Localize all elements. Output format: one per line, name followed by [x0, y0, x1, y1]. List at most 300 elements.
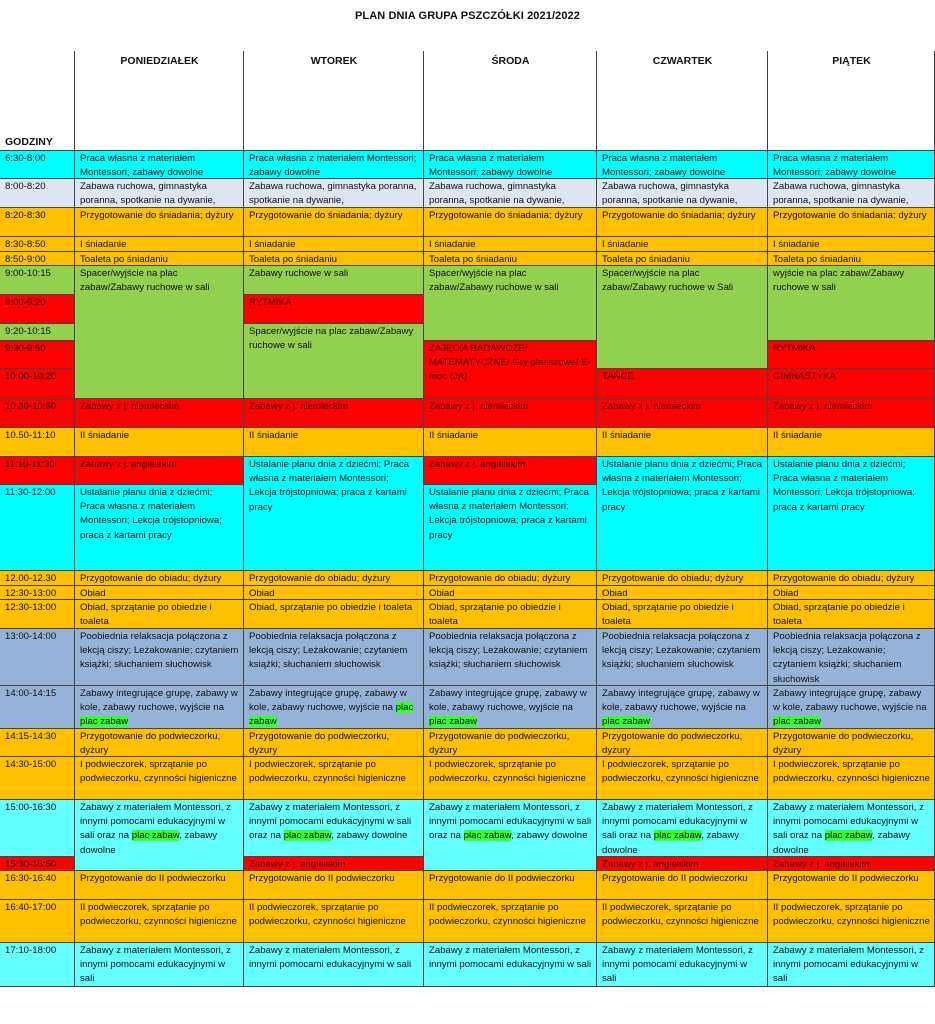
activity-cell	[244, 252, 424, 266]
time-cell-text: 14:15-14:30	[5, 731, 57, 742]
activity-cell-text: Zabawy z materiałem Montessori, z innymi pomocami edukacyjnymi w sali oraz na	[773, 802, 924, 842]
activity-cell-text: Praca własna z materiałem Montessori; zabawy dowolne	[80, 153, 204, 179]
time-cell	[0, 295, 75, 324]
time-cell	[0, 324, 75, 341]
activity-cell-text: Ustalanie planu dnia z dziećmi; Praca własna z materiałem Montessori; Lekcja trójstopniowa; praca z kartami pracy	[773, 459, 915, 513]
activity-cell	[768, 586, 935, 600]
time-cell-text: 9:00-9:20	[5, 297, 46, 308]
activity-cell-text: Przygotowanie do śniadania; dyżury	[249, 210, 403, 221]
activity-cell	[75, 600, 244, 629]
time-cell-text: 17:10-18:00	[5, 945, 57, 956]
activity-cell	[244, 857, 424, 871]
activity-cell	[597, 428, 768, 457]
activity-cell-text: II śniadanie	[773, 430, 823, 441]
time-cell	[0, 943, 75, 987]
activity-cell	[424, 757, 597, 800]
activity-cell-text: Obiad, sprzątanie po obiedzie i toaleta	[429, 602, 561, 628]
activity-cell	[597, 686, 768, 729]
day-header-3	[597, 51, 768, 151]
time-cell	[0, 341, 75, 369]
activity-cell	[75, 252, 244, 266]
activity-cell	[75, 399, 244, 428]
activity-cell	[424, 686, 597, 729]
activity-cell-text: Spacer/wyjście na plac zabaw/Zabawy ruchowe w Sali	[602, 268, 734, 294]
activity-cell-text: Poobiednia relaksacja połączona z lekcją ciszy; Leżakowanie; czytaniem książki; słuchaniem słuchowisk	[773, 631, 921, 685]
activity-cell-text: Przygotowanie do śniadania; dyżury	[602, 210, 756, 221]
activity-cell	[768, 571, 935, 586]
activity-cell	[244, 900, 424, 943]
activity-cell-text: Zabawy z j. niemieckim	[429, 401, 529, 412]
activity-cell	[597, 900, 768, 943]
activity-cell	[424, 586, 597, 600]
activity-cell-tail: , zabawy dowolne	[511, 830, 588, 842]
activity-cell-text: Przygotowanie do II podwieczorku	[249, 873, 395, 884]
day-header-2-text: ŚRODA	[491, 55, 530, 67]
activity-cell-text: Obiad, sprzątanie po obiedzie i toaleta	[80, 602, 212, 628]
activity-cell-text: I śniadanie	[773, 239, 820, 250]
activity-cell	[244, 237, 424, 252]
activity-cell-text: Poobiednia relaksacja połączona z lekcją ciszy; Leżakowanie; czytaniem książki; słuchaniem słuchowisk	[249, 631, 408, 671]
activity-cell-text: Obiad	[429, 588, 455, 599]
activity-cell-text: Spacer/wyjście na plac zabaw/Zabawy ruchowe w sali	[80, 268, 210, 294]
activity-cell-text: Przygotowanie do II podwieczorku	[429, 873, 575, 884]
activity-cell-text: Obiad, sprzątanie po obiedzie i toaleta	[249, 602, 413, 613]
time-cell	[0, 571, 75, 586]
activity-cell	[768, 943, 935, 987]
activity-cell-text: Przygotowanie do podwieczorku, dyżury	[429, 731, 570, 757]
activity-cell-text: Przygotowanie do obiadu; dyżury	[249, 573, 391, 584]
activity-cell-text: Zabawy z materiałem Montessori, z innymi pomocami edukacyjnymi w sali	[429, 945, 592, 971]
activity-cell-text: Zabawy z materiałem Montessori, z innymi pomocami edukacyjnymi w sali oraz na	[429, 802, 592, 842]
activity-cell-text: Toaleta po śniadaniu	[429, 254, 518, 265]
time-cell	[0, 586, 75, 600]
time-cell-text: 9:20-10:15	[5, 326, 51, 337]
activity-cell-text: Praca własna z materiałem Montessori; zabawy dowolne	[602, 153, 726, 179]
activity-cell	[424, 729, 597, 757]
activity-cell	[424, 252, 597, 266]
activity-cell-text: Poobiednia relaksacja połączona z lekcją ciszy; Leżakowanie; czytaniem książki; słuchaniem słuchowisk	[80, 631, 239, 671]
time-cell-text: 12:30-13:00	[5, 602, 57, 613]
time-cell-text: 12.00-12.30	[5, 573, 57, 584]
activity-cell	[75, 485, 244, 571]
activity-cell-text: Zabawy z j. niemieckim	[602, 401, 702, 412]
activity-cell	[244, 151, 424, 179]
day-header-0-text: PONIEDZIAŁEK	[120, 55, 199, 67]
activity-cell	[768, 237, 935, 252]
time-cell	[0, 485, 75, 571]
time-cell-text: 6:30-8:00	[5, 153, 46, 164]
activity-cell	[75, 800, 244, 871]
activity-cell	[75, 208, 244, 237]
activity-cell-text: Przygotowanie do podwieczorku, dyżury	[80, 731, 221, 757]
activity-cell-text: Obiad	[773, 588, 799, 599]
activity-cell	[244, 871, 424, 900]
activity-cell	[244, 586, 424, 600]
activity-cell-text: Przygotowanie do śniadania; dyżury	[80, 210, 234, 221]
activity-cell	[244, 428, 424, 457]
activity-cell	[244, 266, 424, 295]
activity-cell-text: II podwieczorek, sprzątanie po podwieczorku, czynności higieniczne	[429, 902, 586, 928]
activity-cell	[597, 237, 768, 252]
activity-cell	[244, 208, 424, 237]
activity-cell-text: Zabawy integrujące grupę, zabawy w kole, zabawy ruchowe, wyjście na	[602, 688, 760, 714]
activity-cell-tail: , zabawy dowolne	[331, 830, 408, 842]
activity-cell	[244, 800, 424, 857]
activity-cell-text: wyjście na plac zabaw/Zabawy ruchowe w sali	[773, 268, 905, 294]
activity-cell-text: Zabawy z j. angielskim	[602, 859, 699, 870]
activity-cell	[424, 600, 597, 629]
activity-cell	[244, 324, 424, 399]
time-cell-text: 9:00-10:15	[5, 268, 51, 279]
activity-cell-text: Obiad	[80, 588, 106, 599]
time-cell	[0, 399, 75, 428]
time-cell	[0, 800, 75, 857]
time-cell-text: 12:30-13:00	[5, 588, 57, 599]
activity-cell	[424, 399, 597, 428]
time-cell-text: 10.30-10:50	[5, 401, 57, 412]
activity-cell	[424, 208, 597, 237]
plac-zabaw-highlight: plac zabaw	[283, 830, 332, 842]
activity-cell-text: Praca własna z materiałem Montessori; zabawy dowolne	[773, 153, 897, 179]
activity-cell-text: Toaleta po śniadaniu	[80, 254, 169, 265]
day-header-0	[75, 51, 244, 151]
activity-cell-text: I śniadanie	[602, 239, 649, 250]
activity-cell-tail: , zabawy dowolne	[80, 830, 218, 856]
header-godziny	[0, 51, 75, 151]
activity-cell-text: Zabawy integrujące grupę, zabawy w kole, zabawy ruchowe, wyjście na	[249, 688, 407, 714]
activity-cell	[597, 600, 768, 629]
time-cell	[0, 729, 75, 757]
time-cell	[0, 266, 75, 295]
activity-cell-text: Przygotowanie do II podwieczorku	[773, 873, 919, 884]
plac-zabaw-highlight: plac zabaw	[463, 830, 512, 842]
activity-cell	[244, 686, 424, 729]
activity-cell	[244, 600, 424, 629]
activity-cell-text: Zabawy z materiałem Montessori, z innymi pomocami edukacyjnymi w sali	[80, 945, 231, 985]
activity-cell	[597, 369, 768, 399]
activity-cell	[768, 179, 935, 208]
activity-cell	[768, 686, 935, 729]
time-cell-text: 15:00-16:30	[5, 802, 57, 813]
activity-cell-text: Ustalanie planu dnia z dziećmi; Praca własna z materiałem Montessori; Lekcja trójstopniowa; praca z kartami pracy	[429, 487, 589, 541]
activity-cell-text: Praca własna z materiałem Montessori; zabawy dowolne	[249, 153, 417, 179]
activity-cell-text: Zabawy z materiałem Montessori, z innymi pomocami edukacyjnymi w sali	[773, 945, 924, 985]
activity-cell	[768, 208, 935, 237]
day-header-2	[424, 51, 597, 151]
activity-cell-text: Zabawa ruchowa, gimnastyka poranna, spotkanie na dywanie,	[773, 181, 909, 207]
activity-cell-text: II śniadanie	[249, 430, 299, 441]
activity-cell-text: Przygotowanie do II podwieczorku	[602, 873, 748, 884]
activity-cell	[597, 800, 768, 857]
day-header-1-text: WTOREK	[310, 55, 358, 67]
time-cell	[0, 428, 75, 457]
activity-cell	[75, 943, 244, 987]
activity-cell	[597, 457, 768, 571]
activity-cell	[597, 179, 768, 208]
activity-cell-text: Spacer/wyjście na plac zabaw/Zabawy ruchowe w sali	[249, 326, 414, 352]
activity-cell	[75, 871, 244, 900]
activity-cell-text: II śniadanie	[602, 430, 652, 441]
time-cell	[0, 179, 75, 208]
activity-cell	[424, 943, 597, 987]
time-cell-text: 14:00-14:15	[5, 688, 57, 699]
day-header-3-text: CZWARTEK	[652, 55, 713, 67]
activity-cell	[424, 179, 597, 208]
activity-cell-text: Zabawy z j. niemieckim	[249, 401, 349, 412]
activity-cell-text: I podwieczorek, sprzątanie po podwieczorku, czynności higieniczne	[249, 759, 406, 785]
activity-cell-text: Zabawa ruchowa, gimnastyka poranna, spotkanie na dywanie,	[80, 181, 216, 207]
activity-cell-text: RYTMIKA	[773, 343, 816, 354]
activity-cell-text: Zabawy ruchowe w sali	[249, 268, 349, 279]
activity-cell-text: Przygotowanie do obiadu; dyżury	[429, 573, 571, 584]
plac-zabaw-highlight: plac zabaw	[131, 830, 180, 842]
time-cell	[0, 871, 75, 900]
time-cell-text: 8:50-9:00	[5, 254, 46, 265]
activity-cell	[768, 800, 935, 857]
time-cell	[0, 151, 75, 179]
activity-cell-text: TAŃCE	[602, 371, 634, 382]
activity-cell-text: Toaleta po śniadaniu	[249, 254, 338, 265]
activity-cell-tail: , zabawy dowolne	[773, 830, 911, 856]
activity-cell-text: Przygotowanie do śniadania; dyżury	[429, 210, 583, 221]
activity-cell-text: Obiad, sprzątanie po obiedzie i toaleta	[602, 602, 734, 628]
activity-cell-text: ZAJĘCIA BADAWCZE/ MATEMATYCZNE/ Gry planszowe/ E-moc (JA)	[429, 343, 591, 383]
activity-cell	[768, 341, 935, 369]
activity-cell	[768, 428, 935, 457]
activity-cell	[75, 729, 244, 757]
time-cell-text: 8:20-8:30	[5, 210, 46, 221]
activity-cell	[768, 629, 935, 686]
activity-cell-text: Zabawy z j. angielskim	[429, 459, 526, 470]
activity-cell-text: Zabawy z j. angielskim	[773, 859, 870, 870]
activity-cell-text: Zabawy z j. niemieckim	[80, 401, 180, 412]
activity-cell-text: Zabawa ruchowa, gimnastyka poranna, spotkanie na dywanie,	[602, 181, 738, 207]
activity-cell-text: Zabawy z j. niemieckim	[773, 401, 873, 412]
activity-cell	[244, 571, 424, 586]
day-header-1	[244, 51, 424, 151]
activity-cell-text: Zabawy z materiałem Montessori, z innymi pomocami edukacyjnymi w sali oraz na	[249, 802, 412, 842]
activity-cell-text: II śniadanie	[80, 430, 130, 441]
plac-zabaw-highlight: plac zabaw	[824, 830, 873, 842]
activity-cell-text: I śniadanie	[80, 239, 127, 250]
activity-cell-text: I śniadanie	[429, 239, 476, 250]
activity-cell-text: I podwieczorek, sprzątanie po podwieczorku, czynności higieniczne	[773, 759, 930, 785]
activity-cell	[244, 179, 424, 208]
activity-cell-text: Zabawy integrujące grupę, zabawy w kole, zabawy ruchowe, wyjście na	[773, 688, 927, 714]
page-title: PLAN DNIA GRUPA PSZCZÓŁKI 2021/2022	[355, 10, 580, 22]
activity-cell-text: Obiad	[602, 588, 628, 599]
plac-zabaw-highlight: plac zabaw	[80, 716, 128, 728]
time-cell	[0, 600, 75, 629]
activity-cell	[75, 571, 244, 586]
activity-cell-text: Ustalanie planu dnia z dziećmi; Praca własna z materiałem Montessori; Lekcja trójstopniowa; praca z kartami pracy	[80, 487, 222, 541]
plac-zabaw-highlight: plac zabaw	[653, 830, 702, 842]
activity-cell	[597, 571, 768, 586]
activity-cell-text: Przygotowanie do II podwieczorku	[80, 873, 226, 884]
activity-cell	[424, 341, 597, 399]
activity-cell	[768, 757, 935, 800]
activity-cell-text: Toaleta po śniadaniu	[602, 254, 691, 265]
activity-cell-text: Przygotowanie do obiadu; dyżury	[80, 573, 222, 584]
time-cell-text: 9:30-9:50	[5, 343, 46, 354]
activity-cell	[75, 237, 244, 252]
activity-cell	[244, 729, 424, 757]
activity-cell-text: Przygotowanie do podwieczorku, dyżury	[773, 731, 914, 757]
activity-cell-text: II podwieczorek, sprzątanie po podwieczorku, czynności higieniczne	[249, 902, 406, 928]
activity-cell-text: II śniadanie	[429, 430, 479, 441]
activity-cell-text: Przygotowanie do śniadania; dyżury	[773, 210, 927, 221]
activity-cell	[597, 266, 768, 369]
time-cell	[0, 237, 75, 252]
activity-cell	[768, 266, 935, 341]
activity-cell-text: Toaleta po śniadaniu	[773, 254, 862, 265]
time-cell	[0, 369, 75, 399]
activity-cell	[75, 151, 244, 179]
time-cell-text: 10.50-11:10	[5, 430, 56, 441]
activity-cell	[75, 586, 244, 600]
activity-cell-text: Zabawa ruchowa, gimnastyka poranna, spotkanie na dywanie,	[429, 181, 565, 207]
activity-cell	[424, 629, 597, 686]
time-cell	[0, 757, 75, 800]
activity-cell	[244, 457, 424, 571]
time-cell	[0, 900, 75, 943]
activity-cell	[597, 757, 768, 800]
time-cell-text: 8:30-8:50	[5, 239, 46, 250]
activity-cell-text: Ustalanie planu dnia z dziećmi; Praca własna z materiałem Montessori; Lekcja trójstopniowa; praca z kartami pracy	[602, 459, 762, 513]
activity-cell	[75, 428, 244, 457]
activity-cell	[597, 871, 768, 900]
activity-cell-text: Zabawy z j. angielskim	[249, 859, 346, 870]
activity-cell-text: Przygotowanie do obiadu; dyżury	[773, 573, 915, 584]
time-cell	[0, 686, 75, 729]
time-cell	[0, 457, 75, 485]
time-cell-text: 16:30-16:40	[5, 873, 57, 884]
activity-cell-text: Przygotowanie do obiadu; dyżury	[602, 573, 744, 584]
activity-cell-text: RYTMIKA	[249, 297, 292, 308]
activity-cell	[597, 208, 768, 237]
time-cell-text: 14:30-15:00	[5, 759, 57, 770]
activity-cell	[597, 586, 768, 600]
activity-cell-text: I podwieczorek, sprzątanie po podwieczorku, czynności higieniczne	[429, 759, 586, 785]
activity-cell	[768, 900, 935, 943]
plac-zabaw-highlight: plac zabaw	[249, 702, 414, 728]
activity-cell-tail: , zabawy dowolne	[602, 830, 740, 856]
time-cell-text: 11:10-11:30	[5, 459, 55, 470]
activity-cell	[768, 871, 935, 900]
activity-cell-text: II podwieczorek, sprzątanie po podwieczorku, czynności higieniczne	[80, 902, 237, 928]
activity-cell	[424, 485, 597, 571]
activity-cell-text: Przygotowanie do podwieczorku, dyżury	[249, 731, 390, 757]
activity-cell	[424, 237, 597, 252]
activity-cell	[244, 629, 424, 686]
plac-zabaw-highlight: plac zabaw	[429, 716, 477, 728]
activity-cell	[424, 571, 597, 586]
activity-cell-text: Zabawa ruchowa, gimnastyka poranna, spotkanie na dywanie,	[249, 181, 417, 207]
activity-cell	[768, 457, 935, 571]
activity-cell	[597, 252, 768, 266]
activity-cell	[597, 151, 768, 179]
activity-cell-text: GIMNASTYKA	[773, 371, 836, 382]
activity-cell-text: Obiad, sprzątanie po obiedzie i toaleta	[773, 602, 905, 628]
activity-cell-text: Obiad	[249, 588, 275, 599]
activity-cell	[75, 757, 244, 800]
activity-cell-text: Zabawy integrujące grupę, zabawy w kole, zabawy ruchowe, wyjście na	[80, 688, 238, 714]
time-cell	[0, 208, 75, 237]
activity-cell	[768, 729, 935, 757]
activity-cell	[75, 179, 244, 208]
activity-cell	[244, 757, 424, 800]
activity-cell	[597, 399, 768, 428]
activity-cell	[244, 399, 424, 428]
time-cell-text: 16:40-17:00	[5, 902, 57, 913]
activity-cell	[424, 266, 597, 341]
activity-cell-text: Zabawy z j. angielskim	[80, 459, 177, 470]
activity-cell	[424, 900, 597, 943]
activity-cell-text: Praca własna z materiałem Montessori; zabawy dowolne	[429, 153, 553, 179]
plac-zabaw-highlight: plac zabaw	[773, 716, 821, 728]
time-cell-text: 10:00-10:20	[5, 371, 57, 382]
activity-cell-text: Poobiednia relaksacja połączona z lekcją ciszy; Leżakowanie; czytaniem książki; słuchaniem słuchowisk	[429, 631, 588, 671]
activity-cell-text: Zabawy z materiałem Montessori, z innymi pomocami edukacyjnymi w sali oraz na	[602, 802, 753, 842]
activity-cell	[597, 729, 768, 757]
activity-cell	[75, 686, 244, 729]
activity-cell-text: I podwieczorek, sprzątanie po podwieczorku, czynności higieniczne	[80, 759, 237, 785]
activity-cell	[597, 629, 768, 686]
activity-cell	[424, 871, 597, 900]
time-cell-text: 13:00-14:00	[5, 631, 57, 642]
activity-cell	[768, 369, 935, 399]
time-cell	[0, 857, 75, 871]
activity-cell	[75, 457, 244, 485]
activity-cell	[768, 857, 935, 871]
activity-cell-text: Poobiednia relaksacja połączona z lekcją ciszy; Leżakowanie; czytaniem książki; słuchaniem słuchowisk	[602, 631, 761, 671]
activity-cell	[75, 266, 244, 399]
activity-cell	[597, 857, 768, 871]
activity-cell	[424, 428, 597, 457]
activity-cell	[424, 457, 597, 485]
day-header-4-text: PIĄTEK	[832, 55, 871, 67]
activity-cell-text: Zabawy z materiałem Montessori, z innymi pomocami edukacyjnymi w sali	[249, 945, 412, 971]
activity-cell-text: Przygotowanie do podwieczorku, dyżury	[602, 731, 743, 757]
activity-cell-text: Ustalanie planu dnia z dziećmi; Praca własna z materiałem Montessori; Lekcja trójstopniowa; praca z kartami pracy	[249, 459, 409, 513]
activity-cell	[768, 252, 935, 266]
activity-cell	[424, 151, 597, 179]
activity-cell	[597, 943, 768, 987]
header-godziny-text: GODZINY	[5, 135, 53, 148]
time-cell-text: 11:30-12:00	[5, 487, 56, 498]
activity-cell-text: II podwieczorek, sprzątanie po podwieczorku, czynności higieniczne	[602, 902, 759, 928]
activity-cell	[768, 399, 935, 428]
activity-cell-text: Zabawy z materiałem Montessori, z innymi pomocami edukacyjnymi w sali oraz na	[80, 802, 231, 842]
time-cell-text: 8:00-8:20	[5, 181, 46, 192]
activity-cell	[768, 151, 935, 179]
day-header-4	[768, 51, 935, 151]
activity-cell	[768, 600, 935, 629]
activity-cell-text: I podwieczorek, sprzątanie po podwieczorku, czynności higieniczne	[602, 759, 759, 785]
activity-cell	[75, 629, 244, 686]
activity-cell	[75, 900, 244, 943]
time-cell	[0, 252, 75, 266]
activity-cell	[424, 800, 597, 871]
activity-cell	[244, 295, 424, 324]
plac-zabaw-highlight: plac zabaw	[602, 716, 650, 728]
activity-cell	[244, 943, 424, 987]
time-cell-text: 15:30-15:50	[5, 859, 57, 870]
activity-cell-text: I śniadanie	[249, 239, 296, 250]
activity-cell-text: Zabawy z materiałem Montessori, z innymi pomocami edukacyjnymi w sali	[602, 945, 753, 985]
activity-cell-text: Zabawy integrujące grupę, zabawy w kole, zabawy ruchowe, wyjście na	[429, 688, 587, 714]
activity-cell-text: Spacer/wyjście na plac zabaw/Zabawy ruchowe w sali	[429, 268, 559, 294]
